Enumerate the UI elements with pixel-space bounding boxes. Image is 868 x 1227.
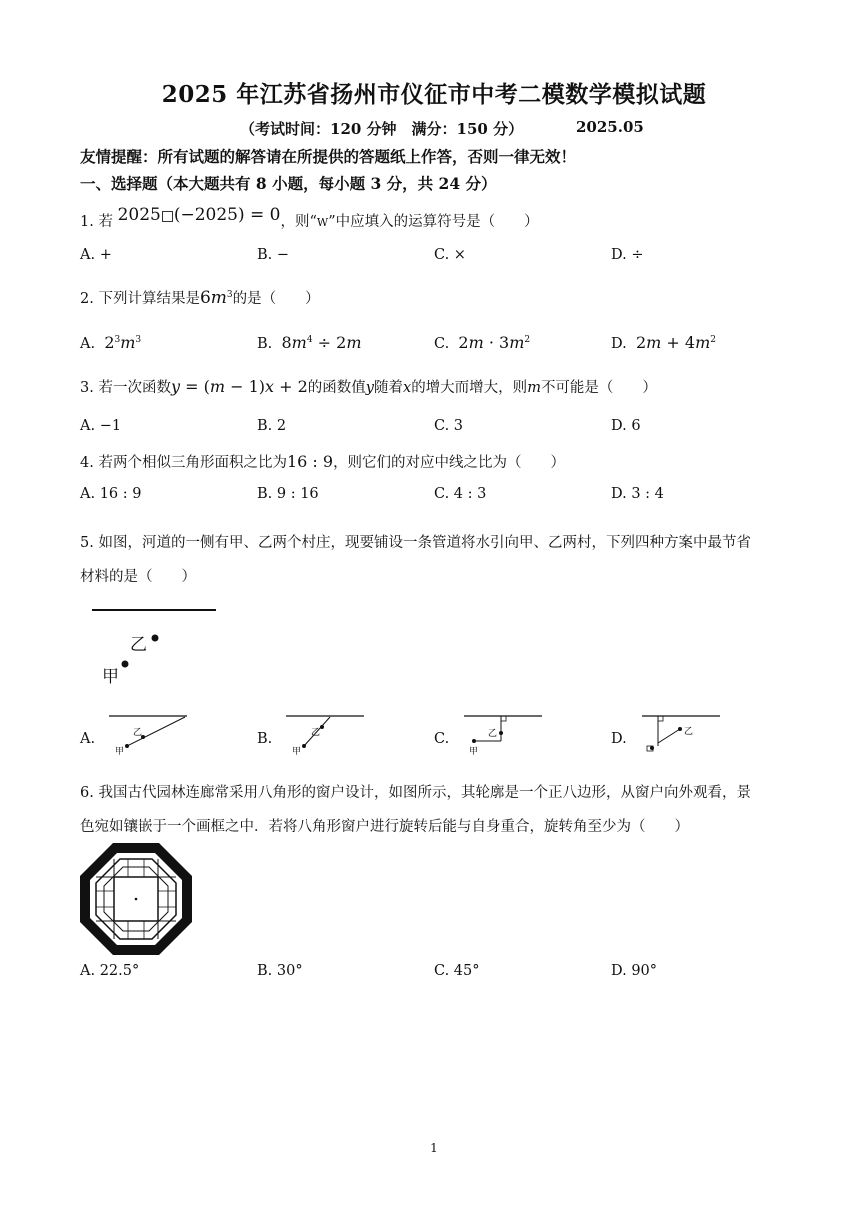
q6-option-d[interactable]: D. 90°	[611, 963, 658, 979]
q2-d-coef: 2	[635, 333, 647, 352]
q5-option-d-label[interactable]: D.	[611, 731, 627, 747]
q2-option-a-label: A.	[80, 336, 96, 352]
q2-coef: 6	[199, 288, 211, 308]
village-jia-label: 甲	[469, 747, 479, 757]
q3-t1: 的函数值	[307, 380, 366, 396]
q4-suffix: ，则它们的对应中线之比为（ ）	[333, 455, 566, 471]
q2-option-c-label: C.	[434, 336, 450, 352]
q3-t2: 随着	[374, 380, 403, 396]
q3-t3: 的增大而增大，则	[411, 380, 528, 396]
q3-fn-m: m	[209, 377, 225, 396]
q2-d-exp: 2	[710, 335, 716, 346]
village-jia-point	[650, 746, 654, 750]
q2-option-b-label: B.	[257, 336, 273, 352]
village-yi-label: 乙	[488, 729, 498, 739]
village-jia-point	[472, 739, 476, 743]
q5-option-b-figure[interactable]	[282, 708, 372, 758]
page-title: 2025 年江苏省扬州市仪征市中考二模数学模拟试题	[161, 81, 707, 108]
q3-prefix: 3. 若一次函数	[80, 380, 171, 396]
q1-option-c[interactable]: C. ×	[434, 247, 466, 263]
question-2	[80, 287, 320, 308]
q3-option-d[interactable]: D. 6	[611, 418, 641, 434]
village-jia-point	[302, 744, 306, 748]
q2-a-base-exp: 3	[114, 335, 121, 346]
q2-c-exp: 2	[524, 335, 531, 346]
exam-date: 2025.05	[576, 118, 644, 136]
q2-d-var: m	[646, 333, 662, 352]
q4-option-b[interactable]: B. 9 : 16	[257, 486, 319, 502]
q2-a-var-exp: 3	[135, 335, 142, 346]
q3-fn-y: y	[170, 377, 180, 396]
q2-a-var: m	[120, 333, 136, 352]
q3-var-m: m	[527, 380, 541, 396]
q3-option-b[interactable]: B. 2	[257, 418, 287, 434]
center-dot	[135, 898, 138, 901]
q2-option-a[interactable]	[80, 333, 141, 352]
q3-t4: 不可能是（ ）	[540, 380, 657, 396]
page-number: 1	[430, 1141, 438, 1155]
q4-prefix: 4. 若两个相似三角形面积之比为	[80, 455, 287, 471]
right-angle-mark	[658, 716, 663, 721]
village-jia-label: 甲	[292, 747, 302, 757]
question-6-line1: 6. 我国古代园林连廊常采用八角形的窗户设计，如图所示，其轮廓是一个正八边形，从窗户向外观看，景	[80, 785, 751, 801]
q2-c-var: m	[468, 333, 484, 352]
village-jia-label: 甲	[115, 747, 125, 757]
q2-prefix: 2. 下列计算结果是	[80, 291, 200, 307]
q1-blank-box	[162, 211, 173, 222]
q4-option-a[interactable]: A. 16 : 9	[80, 486, 142, 502]
q3-fn-end: + 2	[274, 377, 308, 396]
q2-option-c[interactable]	[434, 333, 530, 352]
question-5-line1: 5. 如图，河道的一侧有甲、乙两个村庄，现要铺设一条管道将水引向甲、乙两村，下列四种方案中最节省	[80, 535, 751, 551]
q5-option-d-figure[interactable]	[638, 708, 728, 758]
q2-c-op: · 3	[483, 333, 510, 352]
q2-c-coef: 2	[458, 333, 469, 352]
q1-expr-a: 2025	[117, 205, 161, 225]
village-jia-point	[125, 744, 129, 748]
question-3	[80, 376, 657, 397]
q5-option-a-label[interactable]: A.	[80, 731, 96, 747]
question-4	[80, 451, 565, 472]
village-yi-label: 乙	[130, 635, 147, 655]
q2-d-var2: m	[695, 333, 711, 352]
pipe-branch	[658, 729, 680, 743]
q1-prefix: 1. 若	[80, 214, 113, 230]
question-6-line2: 色宛如镶嵌于一个画框之中．若将八角形窗户进行旋转后能与自身重合，旋转角至少为（ ）	[80, 819, 689, 835]
right-angle-mark	[501, 716, 506, 721]
q1-option-b[interactable]: B. −	[257, 247, 290, 263]
q1-option-d[interactable]: D. ÷	[611, 247, 644, 263]
section-heading: 一、选择题（本大题共有 8 小题，每小题 3 分，共 24 分）	[80, 174, 497, 193]
q2-a-base: 2	[104, 333, 115, 352]
village-jia-label: 甲	[102, 667, 119, 687]
q3-var-y: y	[365, 380, 374, 396]
question-5-line2: 材料的是（ ）	[80, 569, 196, 585]
q2-option-d[interactable]	[611, 333, 716, 352]
reminder: 友情提醒：所有试题的解答请在所提供的答题纸上作答，否则一律无效！	[80, 147, 577, 166]
q2-b-var: m	[291, 333, 307, 352]
q2-d-op: + 4	[661, 333, 696, 352]
q2-option-b[interactable]	[257, 333, 362, 352]
q3-fn-mid2: − 1)	[225, 377, 265, 396]
q2-var: m	[210, 288, 227, 308]
q2-b-coef: 8	[281, 333, 292, 352]
village-yi-point	[152, 635, 159, 642]
q1-rest2: ”中应填入的运算符号是（ ）	[328, 214, 539, 230]
village-yi-label: 乙	[311, 728, 321, 738]
q5-option-c-label[interactable]: C.	[434, 731, 450, 747]
question-1	[80, 205, 539, 231]
village-yi-point	[678, 727, 682, 731]
exam-info: （考试时间：120 分钟 满分：150 分）	[240, 120, 524, 138]
village-yi-label: 乙	[133, 728, 143, 738]
q2-b-exp: 4	[306, 335, 313, 346]
q5-option-a-figure[interactable]	[105, 708, 195, 758]
q3-var-x: x	[403, 380, 412, 396]
village-yi-point	[320, 725, 324, 729]
q1-rest: ，则“	[280, 214, 317, 230]
q5-option-b-label[interactable]: B.	[257, 731, 273, 747]
octagon-window-figure	[80, 843, 192, 955]
q1-symbol: W	[316, 216, 329, 229]
village-yi-label: 乙	[684, 727, 694, 737]
q4-ratio: 16 : 9	[286, 452, 334, 471]
q3-fn-x: x	[265, 377, 275, 396]
q1-expr-b: (−2025) = 0	[173, 205, 281, 225]
q4-option-c[interactable]: C. 4 : 3	[434, 486, 487, 502]
q6-option-b[interactable]: B. 30°	[257, 963, 303, 979]
q3-option-a[interactable]: A. −1	[80, 418, 122, 434]
q2-b-op: ÷ 2	[312, 333, 347, 352]
q5-option-c-figure[interactable]	[460, 708, 550, 758]
village-yi-point	[499, 731, 503, 735]
q2-b-var2: m	[346, 333, 362, 352]
q3-fn-mid: = (	[180, 377, 210, 396]
village-jia-point	[122, 661, 129, 668]
q1-option-a[interactable]: A. +	[80, 247, 112, 263]
q2-c-var2: m	[509, 333, 525, 352]
q4-option-d[interactable]: D. 3 : 4	[611, 486, 664, 502]
q6-option-c[interactable]: C. 45°	[434, 963, 480, 979]
q2-exp: 3	[226, 290, 233, 301]
q6-option-a[interactable]: A. 22.5°	[80, 963, 140, 979]
q2-option-d-label: D.	[611, 336, 627, 352]
q2-suffix: 的是（ ）	[232, 291, 320, 307]
q3-option-c[interactable]: C. 3	[434, 418, 464, 434]
